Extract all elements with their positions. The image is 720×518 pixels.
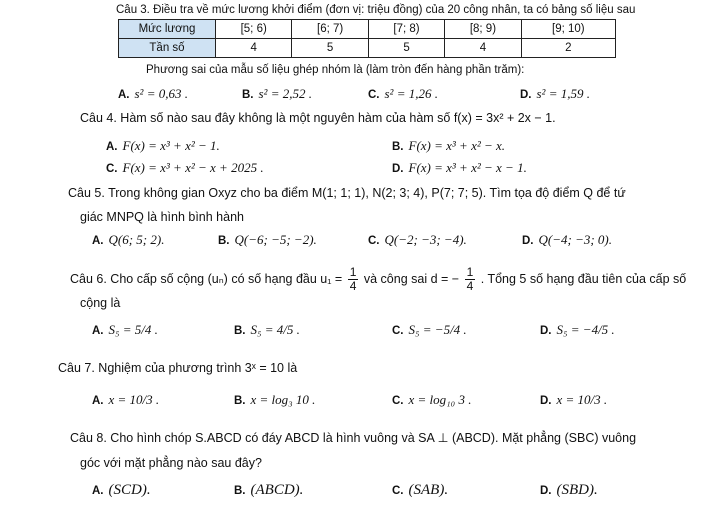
table-header-frequency: Tần số (119, 39, 216, 58)
q3-option-d[interactable] (520, 86, 590, 102)
option-letter: D. (520, 89, 532, 101)
table-row-frequency (119, 39, 616, 58)
option-text: S₅ = −5/4 . (408, 322, 467, 337)
option-text: Q(6; 5; 2). (108, 232, 165, 247)
option-letter: D. (540, 325, 552, 337)
table-cell: 5 (292, 39, 368, 58)
question-3-title: Câu 3. Điều tra về mức lương khởi điểm (đơn vị: triệu đồng) của 20 công nhân, ta có bảng số liệu sau (116, 4, 636, 16)
option-text: S₅ = 5/4 . (108, 322, 158, 337)
q6-option-a[interactable] (92, 322, 158, 338)
table-cell: 4 (445, 39, 521, 58)
q8-option-d[interactable] (540, 482, 598, 499)
question-5-text: Câu 5. Trong không gian Oxyz cho ba điểm M(1; 1; 1), N(2; 3; 4), P(7; 7; 5). Tìm tọa độ điểm Q để tứ (68, 186, 626, 200)
option-letter: A. (92, 395, 104, 407)
table-header-salary: Mức lương (119, 20, 216, 39)
q7-option-b[interactable] (234, 392, 315, 408)
q7-option-c[interactable] (392, 392, 471, 408)
question-6-text-line2: cộng là (80, 296, 121, 310)
table-cell: [9; 10) (521, 20, 615, 39)
table-cell: 5 (368, 39, 444, 58)
q4-option-b[interactable] (392, 138, 505, 154)
q6-option-b[interactable] (234, 322, 300, 338)
option-letter: A. (92, 235, 104, 247)
option-text: x = 10/3 . (556, 392, 608, 407)
table-row-salary (119, 20, 616, 39)
q8-option-a[interactable] (92, 482, 151, 499)
fraction-one-quarter: $\frac{1}{4}$ (349, 265, 357, 293)
option-letter: B. (234, 325, 246, 337)
q7-option-d[interactable] (540, 392, 607, 408)
option-text: F(x) = x³ + x² − x + 2025 . (122, 160, 264, 175)
option-letter: C. (392, 395, 404, 407)
table-cell: [6; 7) (292, 20, 368, 39)
q8-option-b[interactable] (234, 482, 303, 499)
option-letter: A. (106, 141, 118, 153)
option-letter: A. (92, 485, 104, 497)
option-text: x = log₃ 10 . (250, 392, 316, 407)
option-text: S₅ = 4/5 . (250, 322, 300, 337)
option-letter: D. (392, 163, 404, 175)
q6-text-part1: Câu 6. Cho cấp số cộng (uₙ) có số hạng đầu u₁ = (70, 271, 343, 286)
table-cell: 2 (521, 39, 615, 58)
q5-option-b[interactable] (218, 232, 317, 248)
q4-option-d[interactable] (392, 160, 527, 176)
q4-option-c[interactable] (106, 160, 264, 176)
q6-option-c[interactable] (392, 322, 467, 338)
q6-text-part3: . Tổng 5 số hạng đầu tiên của cấp số (480, 271, 687, 286)
question-7-text: Câu 7. Nghiệm của phương trình 3ˣ = 10 là (58, 361, 298, 375)
frequency-table (118, 19, 616, 58)
option-text: F(x) = x³ + x² − 1. (122, 138, 220, 153)
q6-text-part2: và công sai d = − (363, 271, 460, 286)
option-letter: B. (392, 141, 404, 153)
option-text: (SBD). (556, 482, 598, 498)
option-letter: C. (368, 89, 380, 101)
q5-option-a[interactable] (92, 232, 164, 248)
option-text: s² = 0,63 . (134, 86, 188, 101)
q3-option-c[interactable] (368, 86, 438, 102)
table-cell: [7; 8) (368, 20, 444, 39)
option-letter: C. (392, 325, 404, 337)
question-4-text: Câu 4. Hàm số nào sau đây không là một nguyên hàm của hàm số f(x) = 3x² + 2x − 1. (80, 111, 556, 125)
option-letter: B. (218, 235, 230, 247)
option-letter: D. (540, 485, 552, 497)
question-6-text (70, 266, 686, 293)
option-letter: B. (234, 395, 246, 407)
option-letter: C. (392, 485, 404, 497)
question-5-text-line2: giác MNPQ là hình bình hành (80, 210, 244, 224)
question-8-text: Câu 8. Cho hình chóp S.ABCD có đáy ABCD là hình vuông và SA ⊥ (ABCD). Mặt phẳng (SBC) vuông (70, 431, 637, 445)
option-letter: D. (540, 395, 552, 407)
option-text: F(x) = x³ + x² − x − 1. (408, 160, 527, 175)
option-letter: C. (106, 163, 118, 175)
option-text: S₅ = −4/5 . (556, 322, 615, 337)
option-letter: B. (234, 485, 246, 497)
table-cell: [5; 6) (216, 20, 292, 39)
option-letter: C. (368, 235, 380, 247)
table-cell: 4 (216, 39, 292, 58)
q5-option-d[interactable] (522, 232, 612, 248)
option-letter: B. (242, 89, 254, 101)
option-text: (SCD). (108, 482, 151, 498)
question-3-prompt: Phương sai của mẫu số liệu ghép nhóm là (làm tròn đến hàng phần trăm): (146, 64, 525, 76)
option-letter: D. (522, 235, 534, 247)
option-text: (SAB). (408, 482, 449, 498)
option-text: Q(−6; −5; −2). (234, 232, 317, 247)
q5-option-c[interactable] (368, 232, 467, 248)
q6-option-d[interactable] (540, 322, 615, 338)
q8-option-c[interactable] (392, 482, 448, 499)
option-text: x = log₁₀ 3 . (408, 392, 472, 407)
option-text: Q(−4; −3; 0). (538, 232, 612, 247)
option-text: s² = 1,59 . (536, 86, 590, 101)
option-text: s² = 2,52 . (258, 86, 312, 101)
fraction-one-quarter: $\frac{1}{4}$ (466, 265, 474, 293)
option-text: x = 10/3 . (108, 392, 160, 407)
option-text: Q(−2; −3; −4). (384, 232, 467, 247)
option-text: s² = 1,26 . (384, 86, 438, 101)
question-8-text-line2: góc với mặt phẳng nào sau đây? (80, 456, 262, 470)
q3-option-b[interactable] (242, 86, 312, 102)
q4-option-a[interactable] (106, 138, 220, 154)
table-cell: [8; 9) (445, 20, 521, 39)
q7-option-a[interactable] (92, 392, 159, 408)
option-text: (ABCD). (250, 482, 304, 498)
q3-option-a[interactable] (118, 86, 188, 102)
option-letter: A. (118, 89, 130, 101)
option-text: F(x) = x³ + x² − x. (408, 138, 506, 153)
option-letter: A. (92, 325, 104, 337)
